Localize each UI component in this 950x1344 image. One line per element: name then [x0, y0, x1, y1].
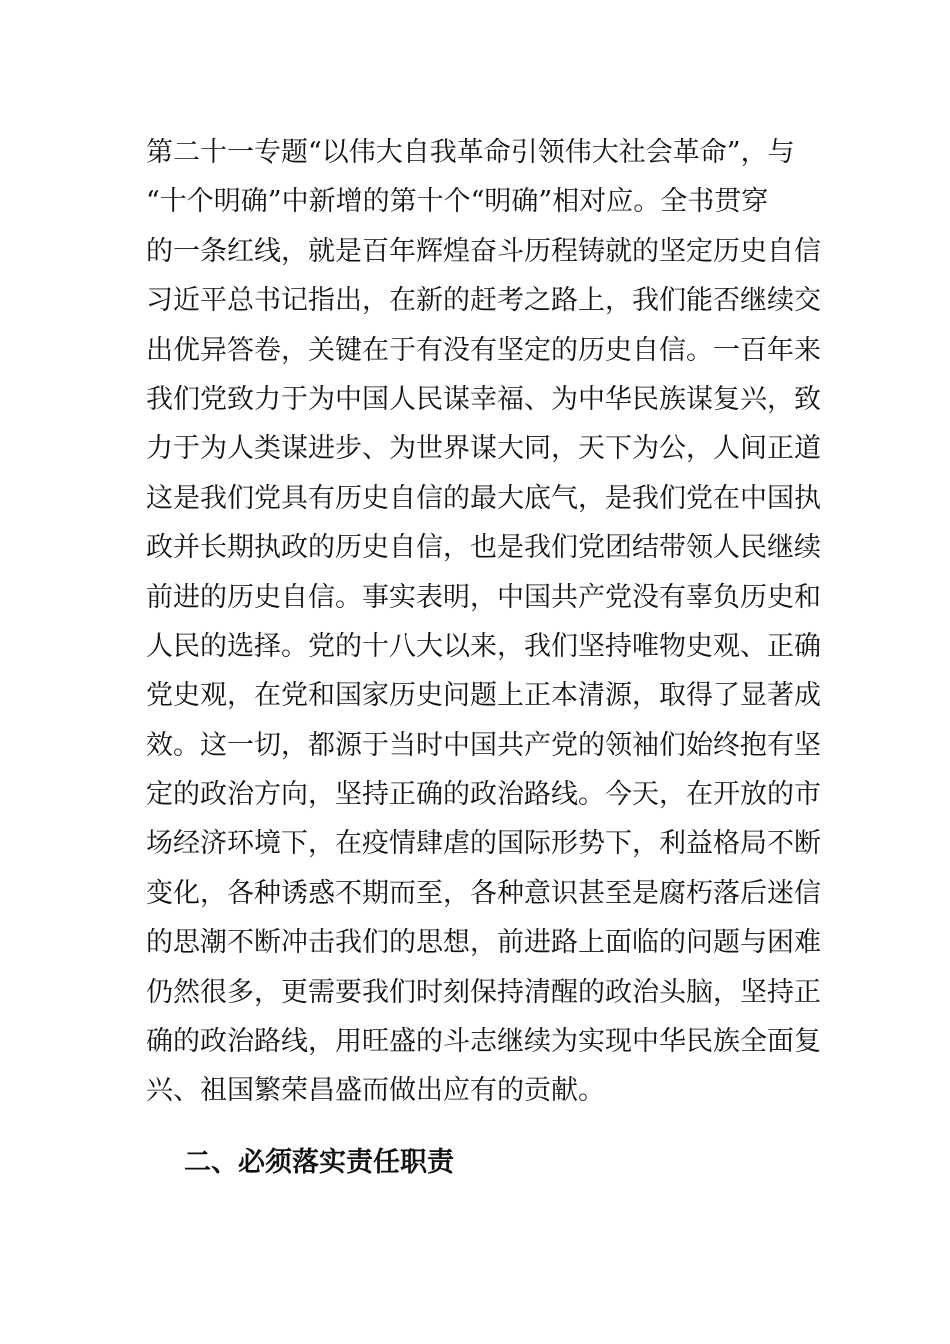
text-line: 确的政治路线，用旺盛的斗志继续为实现中华民族全面复 — [146, 1026, 821, 1058]
text-line: 这是我们党具有历史自信的最大底气，是我们党在中国执 — [146, 482, 821, 514]
text-line: 定的政治方向，坚持正确的政治路线。今天，在开放的市 — [146, 779, 821, 811]
text-line: 场经济环境下，在疫情肆虐的国际形势下，利益格局不断 — [146, 828, 821, 860]
text-line: 我们党致力于为中国人民谋幸福、为中华民族谋复兴，致 — [146, 383, 821, 415]
text-line: 仍然很多，更需要我们时刻保持清醒的政治头脑，坚持正 — [146, 976, 821, 1008]
text-line: 效。这一切，都源于当时中国共产党的领袖们始终抱有坚 — [146, 729, 821, 761]
text-line: 第二十一专题“以伟大自我革命引领伟大社会革命”，与 — [146, 137, 795, 168]
text-line: 前进的历史自信。事实表明，中国共产党没有辜负历史和 — [146, 581, 821, 613]
text-line: 政并长期执政的历史自信，也是我们党团结带领人民继续 — [146, 532, 821, 564]
text-line: 人民的选择。党的十八大以来，我们坚持唯物史观、正确 — [146, 630, 821, 662]
text-line: “十个明确”中新增的第十个“明确”相对应。全书贯穿 — [146, 186, 769, 218]
text-line: 兴、祖国繁荣昌盛而做出应有的贡献。 — [146, 1075, 605, 1107]
text-line: 变化，各种诱惑不期而至，各种意识甚至是腐朽落后迷信 — [146, 877, 821, 909]
section-heading: 二、必须落实责任职责 — [184, 1147, 454, 1178]
body-paragraph — [146, 128, 821, 1116]
text-line: 力于为人类谋进步、为世界谋大同，天下为公，人间正道 — [146, 433, 821, 465]
text-line: 的一条红线，就是百年辉煌奋斗历程铸就的坚定历史自信 — [146, 235, 821, 267]
text-line: 习近平总书记指出，在新的赶考之路上，我们能否继续交 — [146, 285, 821, 317]
text-line: 的思潮不断冲击我们的思想，前进路上面临的问题与困难 — [146, 927, 821, 959]
text-line: 党史观，在党和国家历史问题上正本清源，取得了显著成 — [146, 680, 821, 712]
text-line: 出优异答卷，关键在于有没有坚定的历史自信。一百年来 — [146, 334, 821, 366]
